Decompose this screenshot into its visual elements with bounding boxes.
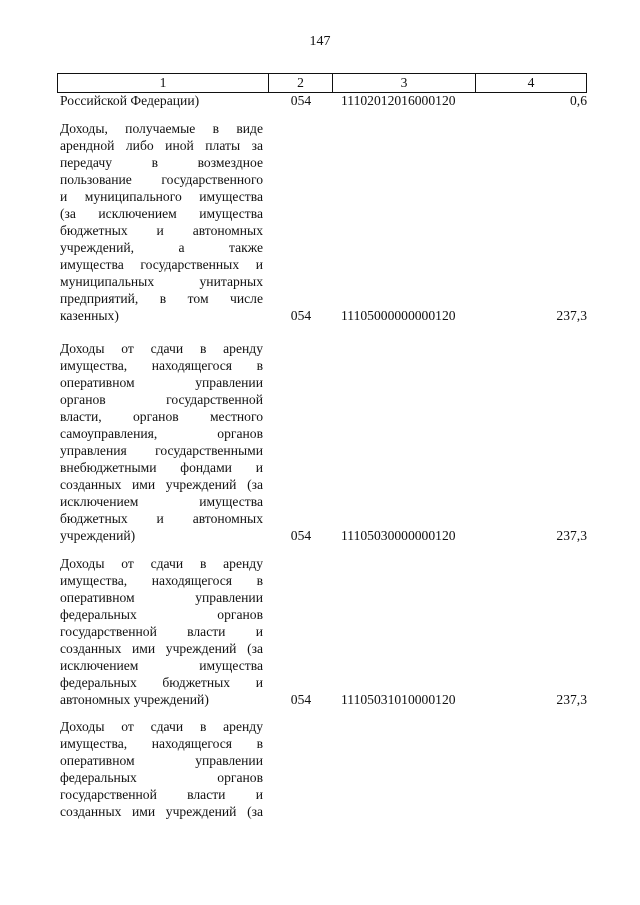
- description-line: Доходы от сдачи в аренду: [60, 341, 263, 356]
- row-sum: 237,3: [556, 692, 587, 707]
- description-line: бюджетных и автономных: [60, 511, 263, 526]
- description-line: оперативном управлении: [60, 590, 263, 605]
- description-line: предприятий, в том числе: [60, 291, 263, 306]
- row-description: [60, 120, 263, 324]
- description-line: созданных ими учреждений (за: [60, 641, 263, 656]
- description-line: имущества, находящегося в: [60, 358, 263, 373]
- description-line: Доходы от сдачи в аренду: [60, 556, 263, 571]
- row-code: 054: [290, 308, 312, 323]
- description-line: пользование государственного: [60, 172, 263, 187]
- description-line: имущества, находящегося в: [60, 736, 263, 751]
- row-sum: 237,3: [556, 528, 587, 543]
- description-line: Российской Федерации): [60, 93, 200, 108]
- description-line: имущества государственных и: [60, 257, 263, 272]
- page-number: 147: [309, 34, 331, 49]
- row-kbk: 11105000000000120: [341, 308, 456, 323]
- description-line: арендной либо иной платы за: [60, 138, 263, 153]
- header-col-2: 2: [268, 74, 332, 92]
- description-line: и муниципального имущества: [60, 189, 263, 204]
- description-line: управления государственными: [60, 443, 263, 458]
- row-sum: 0,6: [570, 93, 587, 108]
- row-description: [60, 92, 263, 109]
- description-line: созданных ими учреждений (за: [60, 804, 263, 819]
- description-line: Доходы, получаемые в виде: [60, 121, 263, 136]
- header-col-3: 3: [332, 74, 475, 92]
- description-line: власти, органов местного: [60, 409, 263, 424]
- description-line: исключением имущества: [60, 494, 263, 509]
- description-line: оперативном управлении: [60, 753, 263, 768]
- description-line: казенных): [60, 308, 119, 323]
- description-line: бюджетных и автономных: [60, 223, 263, 238]
- row-code: 054: [290, 528, 312, 543]
- description-line: созданных ими учреждений (за: [60, 477, 263, 492]
- row-description: [60, 718, 263, 820]
- header-col-4: 4: [475, 74, 587, 92]
- description-line: федеральных органов: [60, 770, 263, 785]
- row-code: 054: [290, 692, 312, 707]
- description-line: учреждений): [60, 528, 136, 543]
- description-line: внебюджетными фондами и: [60, 460, 263, 475]
- description-line: муниципальных унитарных: [60, 274, 263, 289]
- description-line: (за исключением имущества: [60, 206, 263, 221]
- description-line: государственной власти и: [60, 624, 263, 639]
- description-line: органов государственной: [60, 392, 263, 407]
- header-col-1: 1: [57, 74, 268, 92]
- description-line: учреждений, а также: [60, 240, 263, 255]
- description-line: имущества, находящегося в: [60, 573, 263, 588]
- description-line: самоуправления, органов: [60, 426, 263, 441]
- row-description: [60, 555, 263, 708]
- description-line: исключением имущества: [60, 658, 263, 673]
- description-line: Доходы от сдачи в аренду: [60, 719, 263, 734]
- description-line: федеральных бюджетных и: [60, 675, 263, 690]
- table-header: [57, 73, 587, 93]
- row-description: [60, 340, 263, 544]
- description-line: передачу в возмездное: [60, 155, 263, 170]
- row-code: 054: [290, 93, 312, 108]
- row-kbk: 11102012016000120: [341, 93, 456, 108]
- row-kbk: 11105031010000120: [341, 692, 456, 707]
- description-line: федеральных органов: [60, 607, 263, 622]
- row-kbk: 11105030000000120: [341, 528, 456, 543]
- description-line: автономных учреждений): [60, 692, 209, 707]
- description-line: государственной власти и: [60, 787, 263, 802]
- description-line: оперативном управлении: [60, 375, 263, 390]
- row-sum: 237,3: [556, 308, 587, 323]
